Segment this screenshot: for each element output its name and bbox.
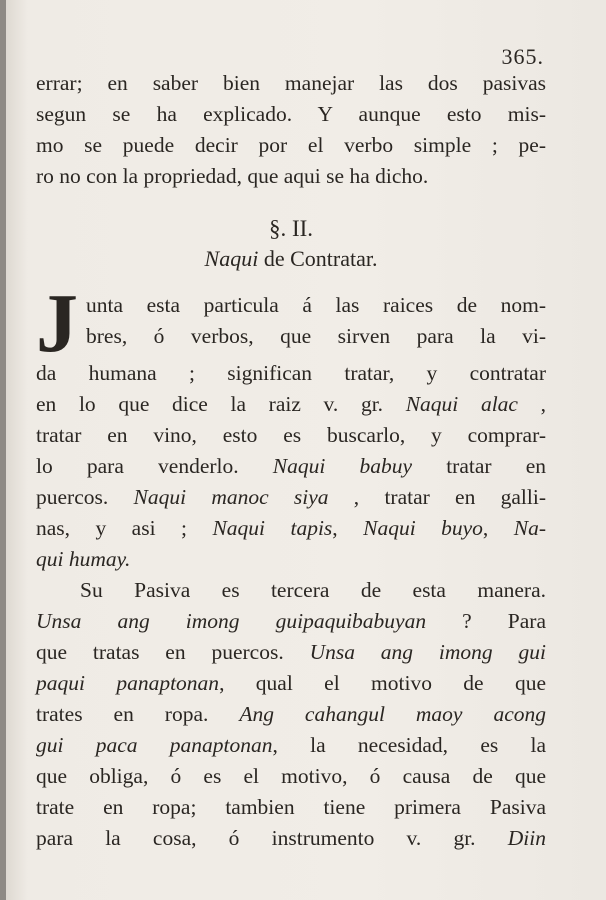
section-title-term: Naqui (204, 246, 259, 271)
text-line: da humana ; significan tratar, y contratar (36, 361, 546, 385)
book-spine-edge (0, 0, 6, 900)
text-run: , qual el motivo de que (219, 671, 546, 695)
text-line (36, 699, 546, 730)
text-run: nas, y asi ; (36, 516, 213, 540)
text-run: trates en ropa. (36, 702, 240, 726)
text-line (36, 823, 546, 854)
example-term: Diin (507, 826, 546, 850)
text-line: que obliga, ó es el motivo, ó causa de que (36, 764, 546, 788)
page-number: 365. (501, 44, 544, 69)
text-line: ro no con la propriedad, que aqui se ha dicho. (36, 164, 429, 188)
example-term: Naqui manoc siya (133, 485, 329, 509)
text-line: bres, ó verbos, que sirven para la vi- (86, 324, 546, 348)
text-line: mo se puede decir por el verbo simple ; pe- (36, 133, 546, 157)
example-term: qui humay. (36, 547, 131, 571)
text-line (36, 730, 546, 761)
text-line (36, 451, 546, 482)
example-term: Na- (513, 516, 546, 540)
page-text (36, 68, 546, 854)
text-line (36, 482, 546, 513)
text-line (36, 513, 546, 544)
text-line: Su Pasiva es tercera de esta manera. (80, 578, 546, 602)
section-title-rest: de Contratar. (258, 246, 378, 271)
text-run: para la cosa, ó instrumento v. gr. (36, 826, 508, 850)
top-paragraph (36, 68, 546, 192)
example-term: Naqui babuy (272, 454, 413, 478)
text-run: lo para venderlo. (36, 454, 273, 478)
text-run: , (332, 516, 364, 540)
text-line (36, 389, 546, 420)
text-run: , la necesidad, es la (272, 733, 546, 757)
example-term: Naqui alac (405, 392, 518, 416)
text-run: , (482, 516, 514, 540)
text-line (36, 668, 546, 699)
drop-cap-letter: J (36, 277, 78, 370)
section-number: §. II. (268, 216, 314, 241)
text-line (36, 544, 546, 575)
text-line: tratar en vino, esto es buscarlo, y comprar- (36, 423, 546, 447)
text-run: puercos. (36, 485, 134, 509)
text-line: unta esta particula á las raices de nom- (86, 293, 546, 317)
text-run: , (517, 392, 547, 416)
text-run: que tratas en puercos. (36, 640, 310, 664)
paragraph-pasiva (36, 575, 546, 854)
text-run: ? Para (426, 609, 546, 633)
example-term: Naqui buyo (363, 516, 483, 540)
example-term: gui paca panaptonan (36, 733, 273, 757)
example-term: paqui panaptonan (36, 671, 220, 695)
text-run: , tratar en galli- (328, 485, 546, 509)
text-run: tratar en (412, 454, 546, 478)
example-term: Ang cahangul maoy acong (239, 702, 546, 726)
example-term: Unsa ang imong guipaquibabuyan (36, 609, 427, 633)
example-term: Unsa ang imong gui (309, 640, 546, 664)
text-line: trate en ropa; tambien tiene primera Pasiva (36, 795, 546, 819)
paragraph-naqui (36, 277, 547, 575)
text-line: segun se ha explicado. Y aunque esto mis- (36, 102, 546, 126)
example-term: Naqui tapis (212, 516, 333, 540)
section-title (36, 244, 546, 274)
text-line: errar; en saber bien manejar las dos pasivas (36, 71, 546, 95)
text-line (36, 606, 546, 637)
text-line (36, 637, 546, 668)
text-run: en lo que dice la raiz v. gr. (36, 392, 406, 416)
